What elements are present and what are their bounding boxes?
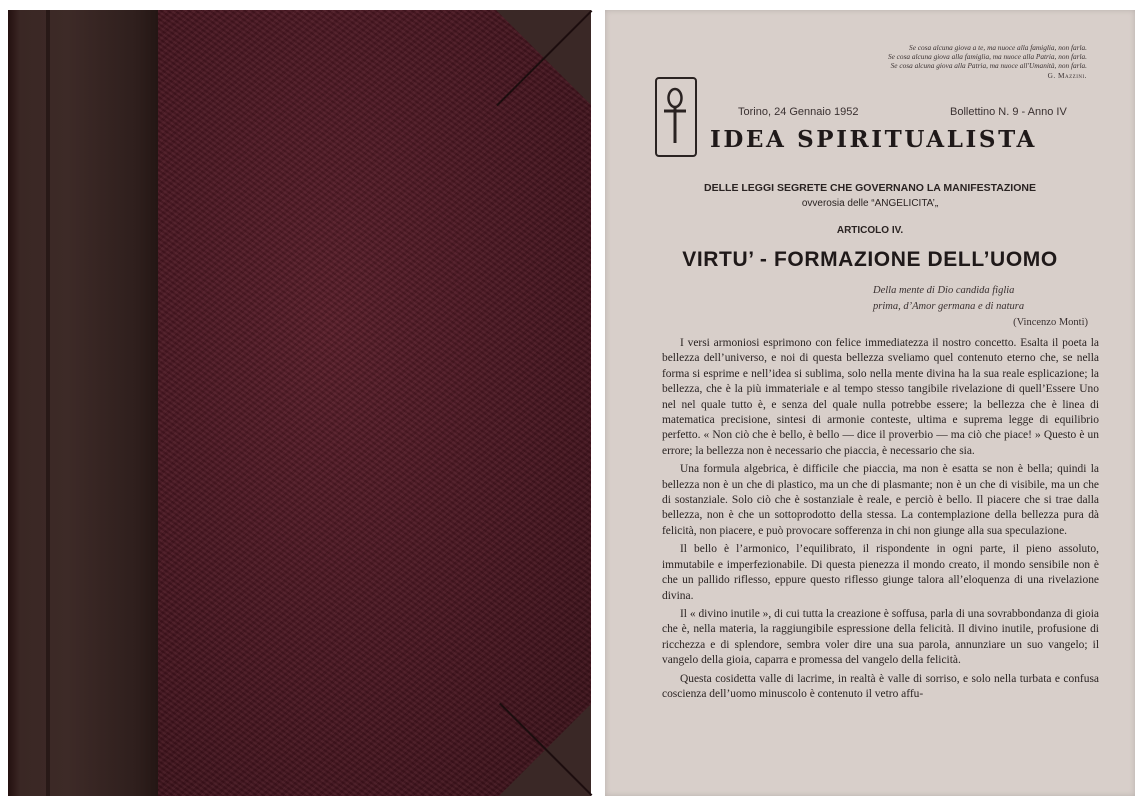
paragraph: Il « divino inutile », di cui tutta la creazione è soffusa, parla di una sovrabbondanza di gioia che è, nella materia, la raggiungibile espressione della felicità. Il divino inutile, profusione di ricchezza e di splendore, sembra voler dire una sua parola, annunziare un suo vangelo; il vangelo della gioia, caparra e promessa del vangelo della felicità. bbox=[662, 607, 1099, 667]
paragraph: Questa cosidetta valle di lacrime, in realtà è valle di sorriso, e solo nella turbata e confusa coscienza dell’uomo minuscolo è contenuto il vetro affu- bbox=[662, 672, 1099, 700]
paragraph: Il bello è l’armonico, l’equilibrato, il rispondente in ogni parte, il pieno assoluto, immutabile e imperfezionabile. Di questa pienezza il mondo creato, il mondo sensibile non è che un pallido riflesso, eppure questo riflesso giunge talora all’eloquenza di una rivelazione divina. bbox=[662, 543, 1099, 602]
quote-line: Della mente di Dio candida figlia bbox=[873, 285, 1015, 296]
cloth-cover bbox=[158, 10, 591, 796]
book-spine bbox=[8, 10, 158, 796]
quote-attribution: (Vincenzo Monti) bbox=[1013, 317, 1088, 328]
epigraph-author: G. Mazzini. bbox=[1047, 70, 1087, 80]
masthead: IDEA SPIRITUALISTA bbox=[710, 126, 1037, 153]
ankh-icon bbox=[663, 87, 687, 145]
book-cover bbox=[8, 10, 591, 796]
quote-line: prima, d’Amor germana e di natura bbox=[873, 301, 1025, 312]
article-title: VIRTU’ - FORMAZIONE DELL’UOMO bbox=[682, 248, 1058, 271]
paragraph: I versi armoniosi esprimono con felice immediatezza il nostro concetto. Esalta il poeta la bellezza dell’universo, e noi di questa bellezza sveliamo quel contenuto eterno che, se nella forma si esprime e nell’idea si sublima, solo nella mente divina ha la sua reale esplicazione; la bellezza, che è la più immateriale e al tempo stesso tangibile rivelazione di quell’Essere Uno nel nel quale tutto è, e senza del quale nulla potrebbe essere; la bellezza che è linea di matematica precisione, sintesi di armonie conteste, ultima e suprema legge di equilibrio perfetto. « Non ciò che è bello, è bello — dice il proverbio — ma ciò che piace! » Questo è un errore; la bellezza non è necessario che piaccia, è necessario che sia. bbox=[662, 337, 1099, 457]
subtitle-secondary: ovverosia delle “ANGELICITA’„ bbox=[801, 198, 939, 209]
issue-number: Bollettino N. 9 - Anno IV bbox=[950, 106, 1067, 118]
epigraph-line: Se cosa alcuna giova alla famiglia, ma nuoce alla Patria, non farla. bbox=[887, 52, 1087, 62]
subtitle-main: DELLE LEGGI SEGRETE CHE GOVERNANO LA MANIFESTAZIONE bbox=[704, 182, 1036, 194]
paragraph: Una formula algebrica, è difficile che piaccia, ma non è esatta se non è bella; quindi la bellezza non è un che di plastico, ma un che di plasmante; non è un che di visibile, ma un che di sostanziale. Solo ciò che è sostanziale è reale, e perciò è bello. Il piacere che si trae dalla bellezza, non è che un sottoprodotto della stessa. La contemplazione della bellezza pura dà felicità, non piacere, e può provocare sofferenza in chi non giunge alla sua speculazione. bbox=[662, 463, 1099, 537]
article-body bbox=[662, 336, 1099, 705]
epigraph-line: Se cosa alcuna giova a te, ma nuoce alla famiglia, non farla. bbox=[909, 43, 1087, 52]
article-label: ARTICOLO IV. bbox=[836, 225, 904, 236]
place-date: Torino, 24 Gennaio 1952 bbox=[738, 106, 859, 118]
epigraph bbox=[888, 43, 1087, 80]
epigraph-line: Se cosa alcuna giova alla Patria, ma nuoce all'Umanità, non farla. bbox=[890, 61, 1087, 71]
printed-page bbox=[605, 10, 1135, 796]
verse-quote bbox=[873, 283, 1088, 331]
ankh-logo bbox=[655, 77, 697, 157]
spine-edge bbox=[46, 10, 50, 796]
